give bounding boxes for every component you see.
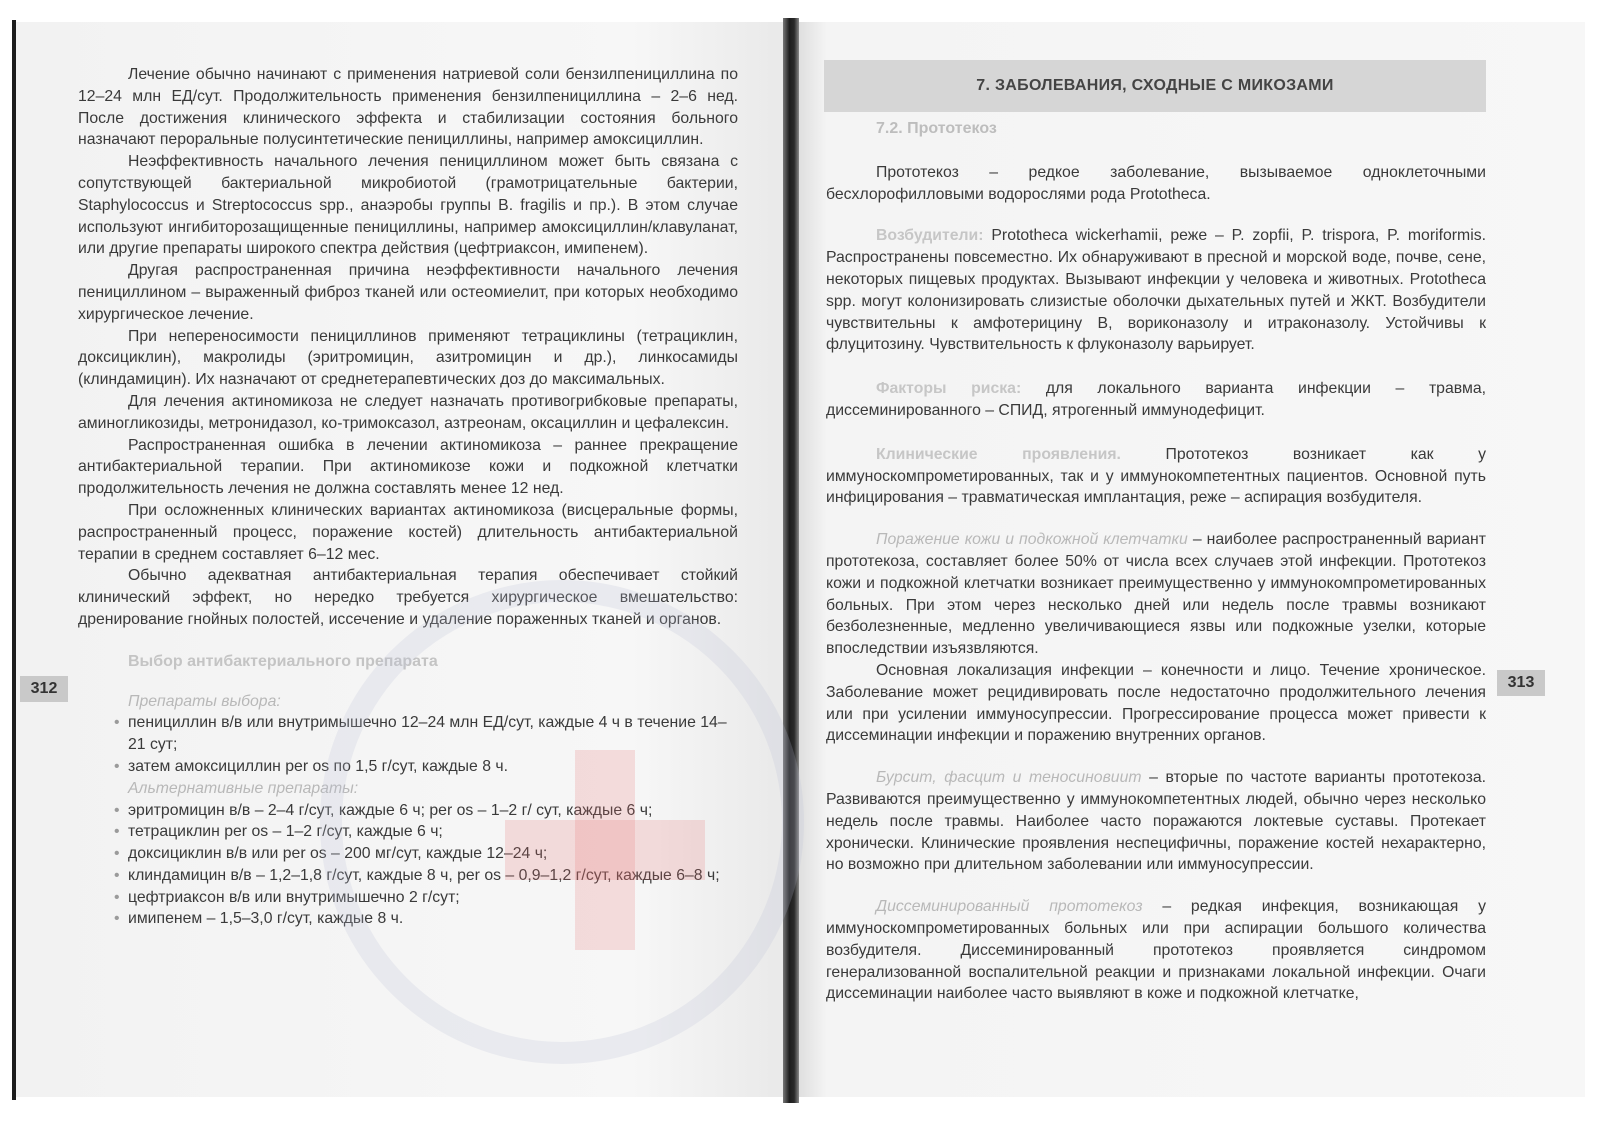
right-page-text: [826, 60, 1486, 1005]
risk-text: для локального варианта инфекции – травма, диссеминированного – СПИД, ятрогенный иммунодефицит.: [826, 380, 1486, 419]
paragraph: Распространенная ошибка в лечении актиномикоза – раннее прекращение антибактериальной терапии. При актиномикозе кожи и подкожной клетчатки продолжительность лечения не должна составлять менее 12 нед.: [78, 436, 738, 498]
paragraph: Неэффективность начального лечения пенициллином может быть связана с сопутствующей бактериальной микробиотой (грамотрицательные бактерии, Staphylococcus и Streptococcus spp., анаэробы группы B. fragilis и пр.). В этом случае используют ингибиторозащищенные пенициллины, например амоксициллин/клавуланат, или другие препараты широкого спектра действия (цефтриаксон, имипенем).: [78, 153, 738, 258]
bursitis-paragraph: [826, 767, 1486, 876]
clinical-paragraph: [826, 444, 1486, 509]
skin-paragraph: [826, 529, 1486, 660]
clinical-label: Клинические проявления.: [876, 445, 1121, 463]
page-number-right: 313: [1497, 670, 1545, 696]
pathogens-paragraph: [826, 225, 1486, 356]
paragraph: Обычно адекватная антибактериальная терапия обеспечивает стойкий клинический эффект, но нередко требуется хирургическое вмешательство: дренирование гнойных полостей, иссечение и удаление пораженных тканей и органов.: [78, 567, 738, 628]
risk-label: Факторы риска:: [876, 380, 1022, 398]
paragraph: При непереносимости пенициллинов применяют тетрациклины (тетрациклин, доксициклин), макролиды (эритромицин, азитромицин и др.), линкосамиды (клиндамицин). Их назначают от среднетерапевтических доз до максимальных.: [78, 327, 738, 389]
risk-paragraph: [826, 378, 1486, 422]
dissem-label: Диссеминированный прототекоз: [876, 898, 1143, 916]
list-item: • затем амоксициллин per os по 1,5 г/сут, каждые 8 ч.: [128, 756, 738, 778]
list-item: • цефтриаксон в/в или внутримышечно 2 г/сут;: [128, 887, 738, 909]
bursitis-text: – вторые по частоте варианты прототекоза. Развиваются преимущественно у иммунокомпетентных людей, обычно через несколько недель после травмы. Наиболее часто поражаются локтевые суставы. Протекает хронически. Клинические проявления неспецифичны, поражение костей нехарактерно, но возможно при длительном заболевании или иммуносупрессии.: [826, 769, 1487, 874]
left-page-text: [78, 64, 738, 930]
book-spine: [783, 18, 799, 1103]
pathogens-text: Prototheca wickerhamii, реже – P. zopfii, P. trispora, P. moriformis. Распространены повсеместно. Их обнаруживают в пресной и морской воде, почве, сене, некоторых пищевых продуктах. Вызывают инфекции у человека и животных. Prototheca spp. могут колонизировать слизистые оболочки дыхательных путей и ЖКТ. Возбудители чувствительны к амфотерицину B, вориконазолу и итраконазолу. Устойчивы к флуцитозину. Чувствительность к флуконазолу варьирует.: [826, 227, 1486, 354]
chapter-title: 7. ЗАБОЛЕВАНИЯ, СХОДНЫЕ С МИКОЗАМИ: [976, 77, 1334, 95]
chapter-title-bar: [824, 60, 1486, 112]
pathogens-label: Возбудители:: [876, 227, 984, 245]
intro-paragraph: Прототекоз – редкое заболевание, вызываемое одноклеточными бесхлорофилловыми водорослями рода Prototheca.: [826, 163, 1486, 203]
list-item: • клиндамицин в/в – 1,2–1,8 г/сут, каждые 8 ч, per os – 0,9–1,2 г/сут, каждые 6–8 ч;: [128, 865, 738, 887]
list-item: • эритромицин в/в – 2–4 г/сут, каждые 6 ч; per os – 1–2 г/ сут, каждые 6 ч;: [128, 800, 738, 822]
skin-label: Поражение кожи и подкожной клетчатки: [876, 531, 1188, 549]
bursitis-label: Бурсит, фасцит и теносиновиит: [876, 769, 1142, 787]
page-number-left: 312: [20, 676, 68, 702]
list-item: • доксициклин в/в или per os – 200 мг/сут, каждые 12–24 ч;: [128, 843, 738, 865]
clinical-text: Прототекоз возникает как у иммуноскомпрометированных, так и у иммунокомпетентных пациентов. Основной путь инфицирования – травматическая имплантация, реже – аспирация возбудителя.: [826, 445, 1486, 507]
section-heading: Выбор антибактериального препарата: [128, 652, 438, 670]
alternative-drug-list: [78, 800, 738, 931]
skin-text: – наиболее распространенный вариант прототекоза, составляет более 50% от числа всех случаев этой инфекции. Прототекоз кожи и подкожной клетчатки возникает преимущественно у иммунокомпрометированных больных. При этом через несколько дней или недель после травмы возникают безболезненные, медленно увеличивающиеся язвы или подкожные узелки, которые впоследствии изъязвляются.: [826, 531, 1486, 658]
dissem-text: – редкая инфекция, возникающая у иммунoскомпрометированных больных или при аспирации большого количества возбудителя. Диссеминированный прототекоз проявляется синдромом генерализованной воспалительной реакции и признаками локальной инфекции. Очаги диссеминации наиболее часто выявляют в коже и подкожной клетчатке,: [826, 898, 1487, 1003]
paragraph: Для лечения актиномикоза не следует назначать противогрибковые препараты, аминогликозиды, метронидазол, ко-тримоксазол, азтреонам, оксациллин и цефалексин.: [78, 392, 738, 432]
alternative-caption: Альтернативные препараты:: [128, 779, 359, 797]
preferred-caption: Препараты выбора:: [128, 692, 281, 710]
list-item: • тетрациклин per os – 1–2 г/сут, каждые 6 ч;: [128, 821, 738, 843]
paragraph: Лечение обычно начинают с применения натриевой соли бензилпенициллина по 12–24 млн ЕД/сут. Продолжительность применения бензилпенициллина – 2–6 нед. После достижения клинического эффекта и стабилизации состояния больного назначают пероральные полусинтетические пенициллины, например амоксициллин.: [78, 66, 738, 149]
paragraph: При осложненных клинических вариантах актиномикоза (висцеральные формы, распространенный процесс, поражение костей) длительность антибактериальной терапии в среднем составляет 6–12 мес.: [78, 501, 738, 563]
paragraph: Другая распространенная причина неэффективности начального лечения пенициллином – выраженный фиброз тканей или остеомиелит, при которых необходимо хирургическое лечение.: [78, 262, 738, 323]
preferred-drug-list: [78, 712, 738, 777]
localization-paragraph: Основная локализация инфекции – конечности и лицо. Течение хроническое. Заболевание может рецидивировать после недостаточно продолжительного лечения или при усилении иммуносупрессии. Прогрессирование процесса может привести к диссеминации инфекции и поражению внутренних органов.: [826, 661, 1486, 745]
list-item: • имипенем – 1,5–3,0 г/сут, каждые 8 ч.: [128, 908, 738, 930]
list-item: • пенициллин в/в или внутримышечно 12–24 млн ЕД/сут, каждые 4 ч в течение 14–21 сут;: [128, 712, 738, 756]
section-title: 7.2. Прототекоз: [876, 120, 997, 137]
dissem-paragraph: [826, 896, 1486, 1005]
